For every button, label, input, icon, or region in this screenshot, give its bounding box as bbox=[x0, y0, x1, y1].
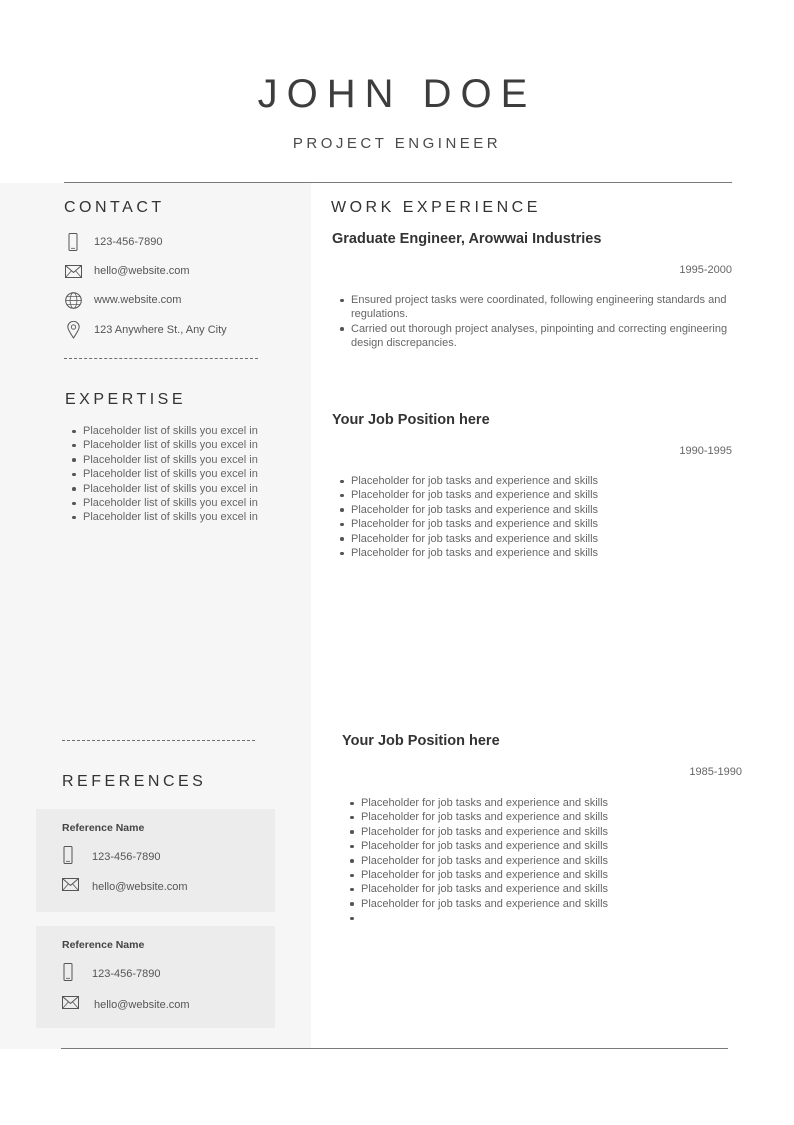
reference-phone-text: 123-456-7890 bbox=[92, 851, 161, 863]
envelope-icon bbox=[64, 262, 82, 280]
reference-name: Reference Name bbox=[62, 822, 145, 834]
reference-email bbox=[62, 995, 190, 1015]
reference-email-text[interactable]: hello@website.com bbox=[92, 881, 188, 893]
expertise-item: Placeholder list of skills you excel in bbox=[68, 424, 258, 438]
expertise-item: Placeholder list of skills you excel in bbox=[68, 482, 258, 496]
job-task: Placeholder for job tasks and experience and skills bbox=[346, 897, 608, 911]
envelope-icon bbox=[62, 878, 79, 896]
job-task: Carried out thorough project analyses, pinpointing and correcting engineering design discrepancies. bbox=[336, 322, 732, 351]
reference-phone bbox=[62, 964, 161, 984]
contact-address bbox=[64, 320, 227, 340]
expertise-list bbox=[68, 424, 258, 525]
job-task: Placeholder for job tasks and experience and skills bbox=[336, 474, 598, 488]
job-task-list bbox=[336, 474, 598, 560]
contact-address-text: 123 Anywhere St., Any City bbox=[94, 324, 227, 336]
reference-card bbox=[36, 809, 275, 912]
contact-divider bbox=[64, 358, 258, 359]
sidebar bbox=[0, 183, 311, 1049]
expertise-item: Placeholder list of skills you excel in bbox=[68, 496, 258, 510]
job-task: Ensured project tasks were coordinated, following engineering standards and regulations. bbox=[336, 293, 732, 322]
phone-icon bbox=[64, 233, 82, 251]
contact-email bbox=[64, 261, 190, 281]
work-experience-heading: WORK EXPERIENCE bbox=[331, 199, 541, 216]
job-title: Your Job Position here bbox=[342, 733, 500, 749]
contact-phone-text: 123-456-7890 bbox=[94, 236, 163, 248]
reference-email-text[interactable]: hello@website.com bbox=[94, 999, 190, 1011]
contact-website-text[interactable]: www.website.com bbox=[94, 294, 182, 306]
job-task: Placeholder for job tasks and experience and skills bbox=[346, 825, 608, 839]
reference-name: Reference Name bbox=[62, 939, 145, 951]
contact-phone bbox=[64, 232, 163, 252]
references-heading: REFERENCES bbox=[62, 773, 207, 790]
job-task: Placeholder for job tasks and experience and skills bbox=[336, 546, 598, 560]
phone-icon bbox=[62, 846, 74, 869]
reference-phone-text: 123-456-7890 bbox=[92, 968, 161, 980]
expertise-item: Placeholder list of skills you excel in bbox=[68, 438, 258, 452]
job-task-empty bbox=[346, 911, 608, 925]
reference-email bbox=[62, 877, 188, 897]
reference-phone bbox=[62, 847, 161, 867]
job-task: Placeholder for job tasks and experience and skills bbox=[346, 882, 608, 896]
job-task: Placeholder for job tasks and experience and skills bbox=[336, 532, 598, 546]
job-task: Placeholder for job tasks and experience and skills bbox=[346, 854, 608, 868]
job-dates: 1990-1995 bbox=[679, 445, 732, 457]
envelope-icon bbox=[62, 996, 79, 1014]
job-task: Placeholder for job tasks and experience and skills bbox=[346, 810, 608, 824]
job-dates: 1995-2000 bbox=[679, 264, 732, 276]
job-title: Graduate Engineer, Arowwai Industries bbox=[332, 231, 602, 247]
header-divider bbox=[64, 182, 732, 183]
expertise-heading: EXPERTISE bbox=[65, 391, 187, 408]
references-divider bbox=[62, 740, 255, 741]
candidate-role: PROJECT ENGINEER bbox=[292, 135, 502, 152]
job-task: Placeholder for job tasks and experience and skills bbox=[346, 796, 608, 810]
job-task: Placeholder for job tasks and experience and skills bbox=[336, 503, 598, 517]
reference-card bbox=[36, 926, 275, 1028]
job-task-list bbox=[336, 293, 732, 351]
footer-divider bbox=[61, 1048, 728, 1049]
job-task: Placeholder for job tasks and experience and skills bbox=[346, 839, 608, 853]
job-task: Placeholder for job tasks and experience and skills bbox=[336, 517, 598, 531]
expertise-item: Placeholder list of skills you excel in bbox=[68, 510, 258, 524]
job-task: Placeholder for job tasks and experience and skills bbox=[346, 868, 608, 882]
candidate-name: JOHN DOE bbox=[257, 72, 537, 116]
expertise-item: Placeholder list of skills you excel in bbox=[68, 453, 258, 467]
job-task: Placeholder for job tasks and experience and skills bbox=[336, 488, 598, 502]
job-dates: 1985-1990 bbox=[689, 766, 742, 778]
job-task-list bbox=[346, 796, 608, 926]
expertise-item: Placeholder list of skills you excel in bbox=[68, 467, 258, 481]
contact-email-text[interactable]: hello@website.com bbox=[94, 265, 190, 277]
contact-heading: CONTACT bbox=[64, 199, 165, 216]
contact-website bbox=[64, 290, 182, 310]
globe-icon bbox=[64, 291, 82, 309]
job-title: Your Job Position here bbox=[332, 412, 490, 428]
phone-icon bbox=[62, 963, 74, 986]
map-pin-icon bbox=[64, 321, 82, 339]
